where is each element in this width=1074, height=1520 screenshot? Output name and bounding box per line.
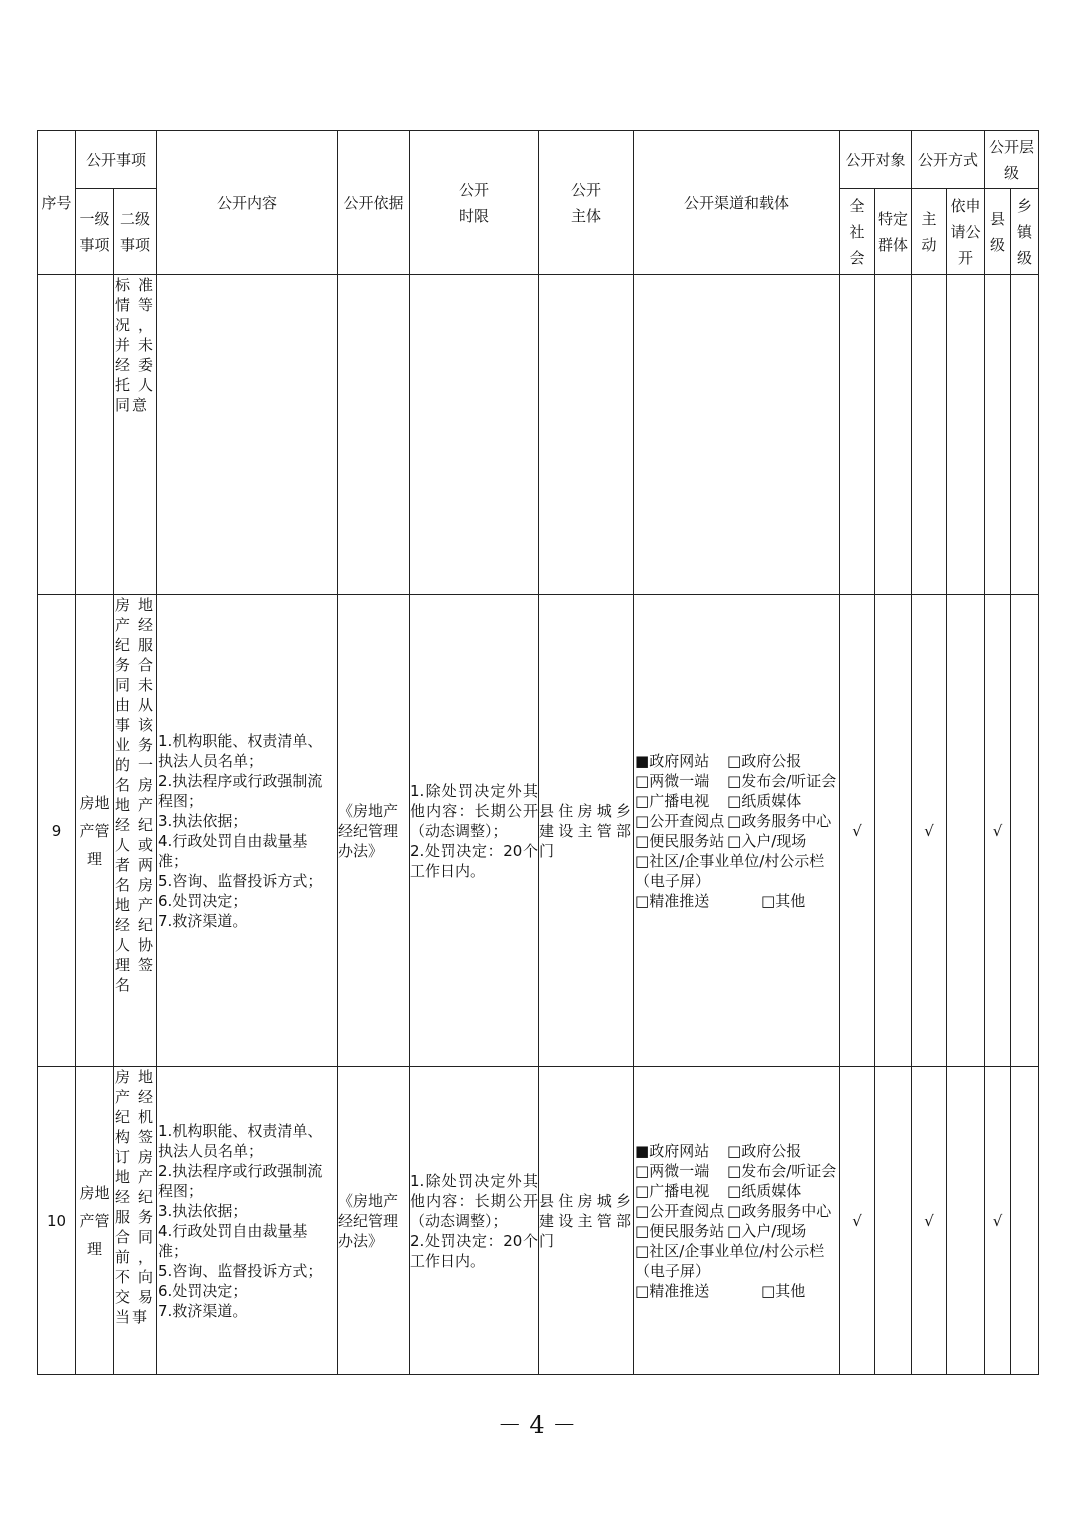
channel-gov-gazette: □政府公报 xyxy=(727,1141,802,1160)
cell-active: √ xyxy=(912,1067,947,1375)
channel-convenience: □便民服务站 xyxy=(635,1221,725,1240)
cell-active: √ xyxy=(912,595,947,1067)
cell-subject: 县住房城乡建设主管部门 xyxy=(539,595,634,1067)
header-limit: 公开 时限 xyxy=(410,131,539,275)
header-content: 公开内容 xyxy=(157,131,338,275)
cell-level2: 房地产经纪服务合同未由从事该业务的一名房地产经纪人或者两名房地产经纪人协理签名 xyxy=(114,595,157,1067)
channel-other: □其他 xyxy=(761,891,806,910)
header-channels: 公开渠道和载体 xyxy=(634,131,840,275)
cell-content: 1.机构职能、权责清单、执法人员名单； 2.执法程序或行政强制流程图； 3.执法依据； 4.行政处罚自由裁量基准； 5.咨询、监督投诉方式； 6.处罚决定； 7.救济渠道。 xyxy=(157,1067,338,1375)
channel-onsite: □入户/现场 xyxy=(727,1221,807,1240)
cell-society xyxy=(840,275,875,595)
cell-channels xyxy=(634,275,840,595)
cell-specific xyxy=(875,275,912,595)
cell-county: √ xyxy=(985,1067,1011,1375)
header-seq: 序号 xyxy=(38,131,76,275)
channel-onsite: □入户/现场 xyxy=(727,831,807,850)
channel-tv: □广播电视 xyxy=(635,791,710,810)
cell-seq: 10 xyxy=(38,1067,76,1375)
cell-subject xyxy=(539,275,634,595)
channel-tv: □广播电视 xyxy=(635,1181,710,1200)
cell-content xyxy=(157,275,338,595)
channel-gov-gazette: □政府公报 xyxy=(727,751,802,770)
cell-basis xyxy=(338,275,410,595)
cell-subject: 县住房城乡建设主管部门 xyxy=(539,1067,634,1375)
cell-level1: 房地产管理 xyxy=(76,595,114,1067)
header-specific: 特定 群体 xyxy=(875,189,912,275)
header-level2: 二级 事项 xyxy=(114,189,157,275)
channel-other: □其他 xyxy=(761,1281,806,1300)
cell-specific xyxy=(875,595,912,1067)
header-method: 公开方式 xyxy=(912,131,985,189)
channel-wechat: □两微一端 xyxy=(635,1161,710,1180)
channel-board: □社区/企事业单位/村公示栏（电子屏） xyxy=(635,1241,825,1280)
header-level1: 一级 事项 xyxy=(76,189,114,275)
cell-seq: 9 xyxy=(38,595,76,1067)
channel-gov-site: ■政府网站 xyxy=(635,751,710,770)
cell-town xyxy=(1011,1067,1039,1375)
channel-push: □精准推送 xyxy=(635,1281,710,1300)
header-society: 全 社 会 xyxy=(840,189,875,275)
cell-town xyxy=(1011,595,1039,1067)
cell-town xyxy=(1011,275,1039,595)
cell-level2: 标准情等况，并未经委托人同意 xyxy=(114,275,157,595)
cell-apply xyxy=(947,275,985,595)
cell-content: 1.机构职能、权责清单、执法人员名单； 2.执法程序或行政强制流程图； 3.执法依据； 4.行政处罚自由裁量基准； 5.咨询、监督投诉方式； 6.处罚决定； 7.救济渠道。 xyxy=(157,595,338,1067)
header-active: 主 动 xyxy=(912,189,947,275)
channel-gov-site: ■政府网站 xyxy=(635,1141,710,1160)
cell-active xyxy=(912,275,947,595)
header-basis: 公开依据 xyxy=(338,131,410,275)
channel-paper: □纸质媒体 xyxy=(727,791,802,810)
table-row xyxy=(38,275,1039,595)
header-target: 公开对象 xyxy=(840,131,912,189)
cell-level2: 房地产经纪机构签订房地产经纪服务合同前，不向交易当事 xyxy=(114,1067,157,1375)
channel-paper: □纸质媒体 xyxy=(727,1181,802,1200)
cell-channels xyxy=(634,595,840,1067)
channel-service-center: □政务服务中心 xyxy=(727,811,832,830)
channel-query: □公开查阅点 xyxy=(635,811,725,830)
cell-society: √ xyxy=(840,1067,875,1375)
header-subject: 公开 主体 xyxy=(539,131,634,275)
cell-basis: 《房地产经纪管理办法》 xyxy=(338,1067,410,1375)
header-apply: 依申 请公 开 xyxy=(947,189,985,275)
cell-limit xyxy=(410,275,539,595)
header-town: 乡 镇 级 xyxy=(1011,189,1039,275)
channel-press: □发布会/听证会 xyxy=(727,1161,837,1180)
header-tier: 公开层 级 xyxy=(985,131,1039,189)
cell-channels xyxy=(634,1067,840,1375)
table-row xyxy=(38,1067,1039,1375)
cell-county xyxy=(985,275,1011,595)
cell-level1: 房地产管理 xyxy=(76,1067,114,1375)
table-row xyxy=(38,595,1039,1067)
channel-wechat: □两微一端 xyxy=(635,771,710,790)
cell-level1 xyxy=(76,275,114,595)
channel-board: □社区/企事业单位/村公示栏（电子屏） xyxy=(635,851,825,890)
header-items: 公开事项 xyxy=(76,131,157,189)
cell-apply xyxy=(947,595,985,1067)
cell-basis: 《房地产经纪管理办法》 xyxy=(338,595,410,1067)
header-county: 县 级 xyxy=(985,189,1011,275)
disclosure-table xyxy=(37,130,1039,1375)
cell-limit: 1.除处罚决定外其他内容：长期公开（动态调整）； 2.处罚决定：20个工作日内。 xyxy=(410,595,539,1067)
cell-apply xyxy=(947,1067,985,1375)
page-number: － 4 － xyxy=(497,1411,577,1439)
cell-seq xyxy=(38,275,76,595)
channel-query: □公开查阅点 xyxy=(635,1201,725,1220)
channel-press: □发布会/听证会 xyxy=(727,771,837,790)
channel-push: □精准推送 xyxy=(635,891,710,910)
channel-convenience: □便民服务站 xyxy=(635,831,725,850)
cell-limit: 1.除处罚决定外其他内容：长期公开（动态调整）； 2.处罚决定：20个工作日内。 xyxy=(410,1067,539,1375)
cell-society: √ xyxy=(840,595,875,1067)
channel-service-center: □政务服务中心 xyxy=(727,1201,832,1220)
cell-county: √ xyxy=(985,595,1011,1067)
cell-specific xyxy=(875,1067,912,1375)
